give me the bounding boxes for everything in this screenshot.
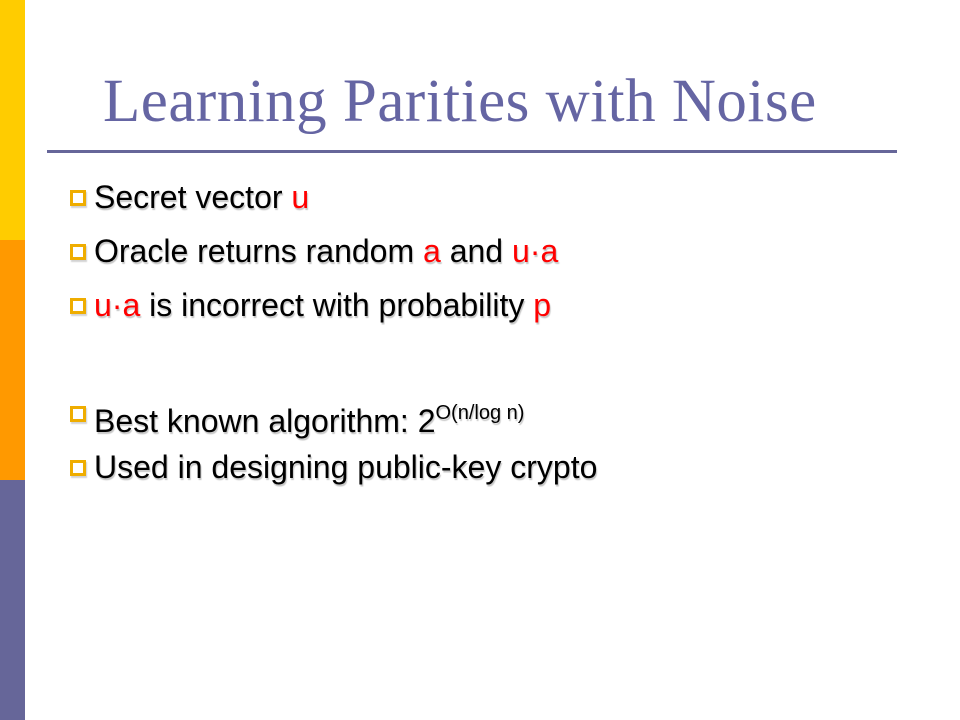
square-bullet-icon — [70, 460, 86, 476]
edge-bar-orange-segment — [0, 240, 25, 480]
bullet-item — [70, 170, 930, 224]
square-bullet-icon — [70, 406, 86, 422]
bullet-text-segment: u — [291, 179, 310, 215]
bullet-text-segment: Oracle returns random — [94, 233, 424, 269]
square-bullet-icon — [70, 190, 86, 206]
bullet-text-segment: is incorrect with probability — [140, 287, 534, 323]
bullet-item — [70, 224, 930, 278]
bullet-text-segment: and — [440, 233, 512, 269]
bullet-text-segment: Secret vector — [94, 179, 292, 215]
edge-bar-purple-segment — [0, 480, 25, 720]
bullet-text-segment: u·a — [511, 233, 559, 269]
left-edge-bar — [0, 0, 25, 720]
edge-bar-gold-segment — [0, 0, 25, 240]
bullet-text-segment: Best known algorithm: 2 — [94, 403, 436, 439]
bullet-list — [70, 170, 930, 494]
bullet-text-segment: Used in designing public-key crypto — [94, 449, 598, 485]
bullet-item — [70, 386, 930, 440]
title-underline — [47, 150, 897, 153]
bullet-text-segment: u·a — [94, 287, 141, 323]
bullet-text-segment: O(n/log n) — [435, 402, 525, 424]
square-bullet-icon — [70, 244, 86, 260]
slide-title: Learning Parities with Noise — [103, 68, 817, 135]
bullet-text-segment: p — [533, 287, 552, 323]
bullet-spacer — [70, 332, 930, 386]
bullet-item — [70, 278, 930, 332]
bullet-text-segment: a — [423, 233, 441, 269]
square-bullet-icon — [70, 298, 86, 314]
bullet-item — [70, 440, 930, 494]
